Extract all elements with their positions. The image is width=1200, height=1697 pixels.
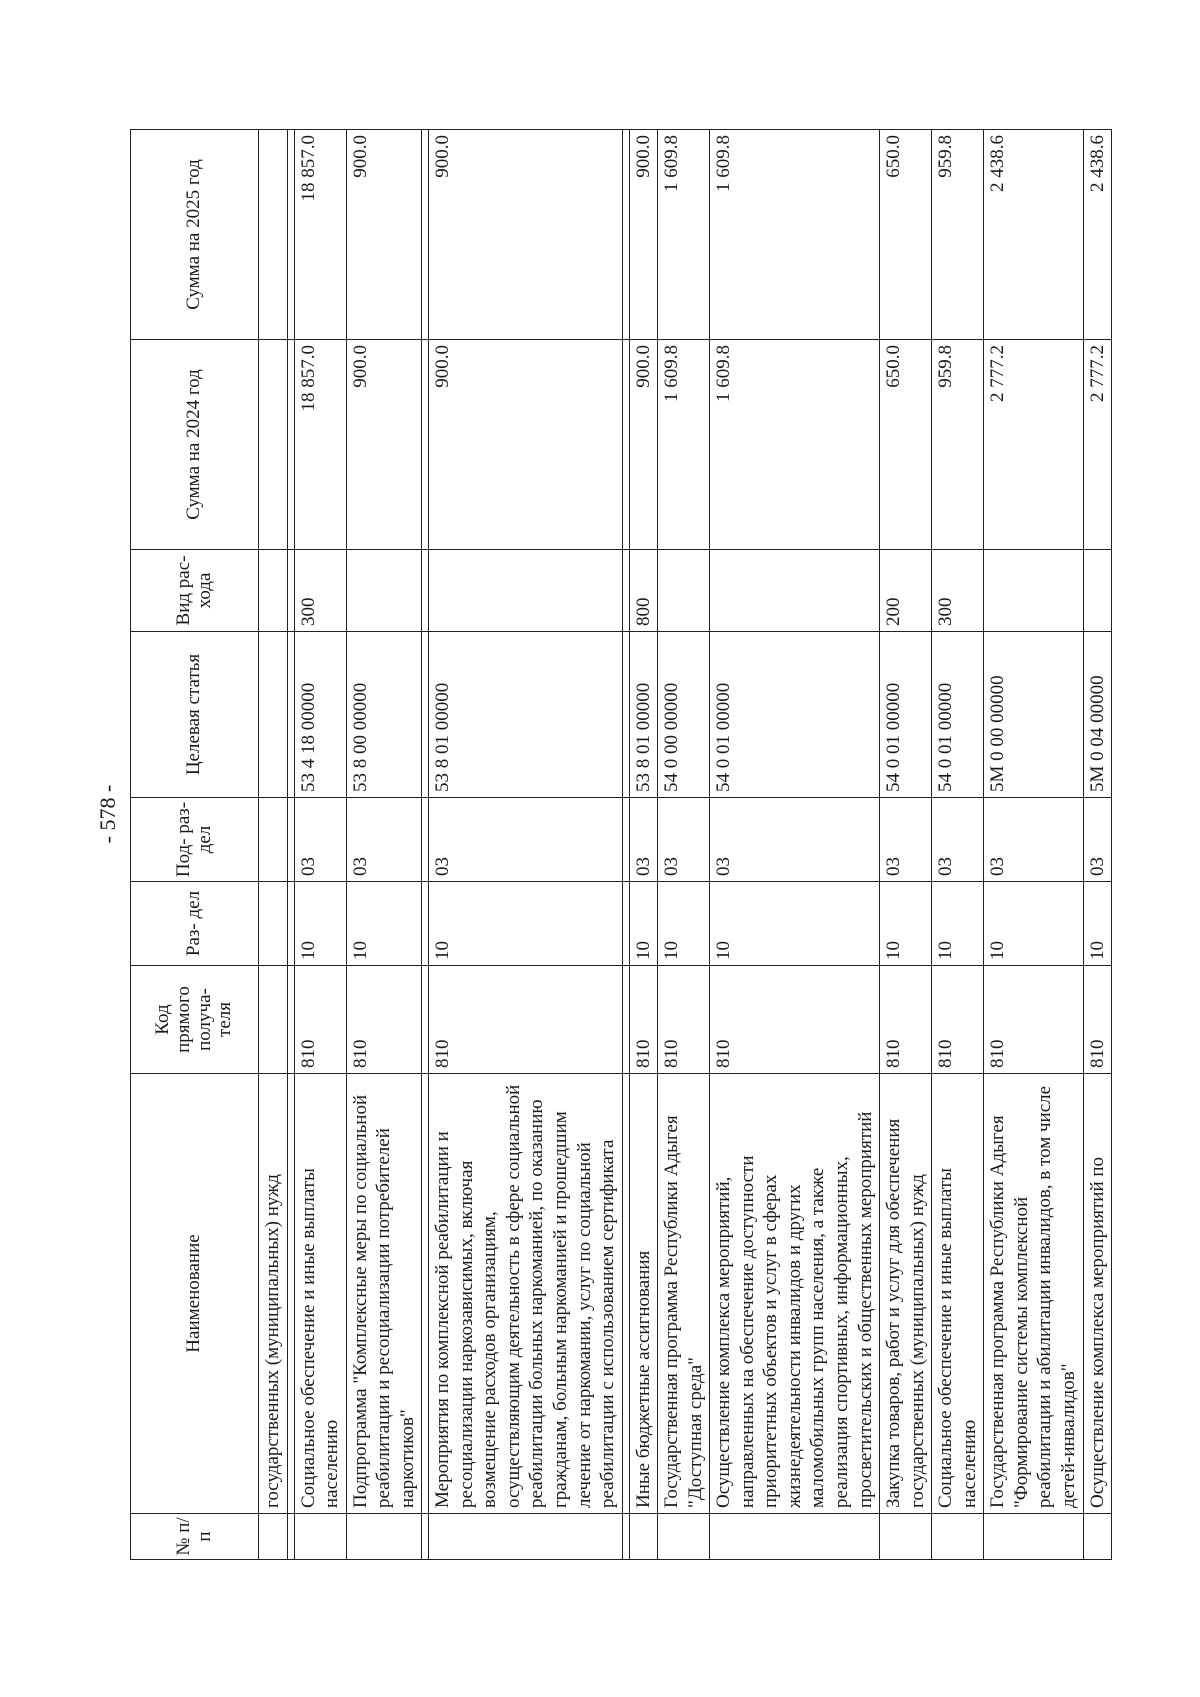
spacer-row [422,130,429,1560]
cell-num [658,1514,710,1560]
spacer-cell [622,966,629,1074]
cell-num [710,1514,880,1560]
spacer-cell [287,550,294,632]
spacer-cell [422,130,429,340]
cell-target: 53 8 01 00000 [429,632,622,798]
cell-section: 10 [880,882,932,966]
cell-target: 5М 0 00 00000 [984,632,1083,798]
table-body [259,130,1112,1560]
cell-num [429,1514,622,1560]
header-row [131,130,259,1560]
cell-target: 5М 0 04 00000 [1083,632,1112,798]
cell-num [259,1514,288,1560]
cell-sum2024: 650.0 [880,340,932,550]
cell-section: 10 [346,882,422,966]
cell-name: Осуществление комплекса мероприятий по [1083,1074,1112,1514]
header-name: Наименование [131,1074,259,1514]
spacer-cell [622,1074,629,1514]
spacer-cell [622,130,629,340]
spacer-cell [622,882,629,966]
table-row [880,130,932,1560]
cell-expense [429,550,622,632]
cell-sum2024: 900.0 [629,340,658,550]
cell-section: 10 [984,882,1083,966]
cell-expense [710,550,880,632]
cell-recipient: 810 [1083,966,1112,1074]
spacer-cell [622,550,629,632]
header-expense: Вид рас- хода [131,550,259,632]
spacer-cell [422,550,429,632]
cell-subsection: 03 [429,798,622,882]
cell-name: Подпрограмма "Комплексные меры по социальной реабилитации и ресоциализации потребителей наркотиков" [346,1074,422,1514]
cell-expense [259,550,288,632]
budget-table [130,129,1112,1560]
cell-subsection: 03 [346,798,422,882]
cell-sum2025: 2 438.6 [1083,130,1112,340]
spacer-cell [622,340,629,550]
cell-sum2025: 900.0 [629,130,658,340]
cell-sum2024: 900.0 [346,340,422,550]
table-row [932,130,984,1560]
table-row [259,130,288,1560]
cell-subsection: 03 [984,798,1083,882]
cell-expense [346,550,422,632]
spacer-cell [422,798,429,882]
cell-sum2024: 1 609.8 [658,340,710,550]
cell-subsection: 03 [294,798,346,882]
cell-sum2024: 18 857.0 [294,340,346,550]
cell-section: 10 [429,882,622,966]
cell-subsection: 03 [1083,798,1112,882]
cell-target [259,632,288,798]
cell-num [880,1514,932,1560]
cell-recipient: 810 [658,966,710,1074]
spacer-cell [287,1514,294,1560]
cell-section: 10 [1083,882,1112,966]
header-num: № п/п [131,1514,259,1560]
spacer-cell [287,130,294,340]
cell-target: 53 8 00 00000 [346,632,422,798]
cell-section: 10 [629,882,658,966]
cell-name: Мероприятия по комплексной реабилитации и ресоциализации наркозависимых, включая возмещение расходов организациям, осуществляющим деятельность в сфере социальной реабилитации больных наркоманией, по оказанию гражданам, больным наркоманией и прошедшим лечение от наркомании, услуг по социальной реабилитации с использованием сертификата [429,1074,622,1514]
page-number: - 578 - [95,784,120,844]
cell-target: 54 0 01 00000 [710,632,880,798]
cell-section: 10 [710,882,880,966]
cell-num [932,1514,984,1560]
cell-name: государственных (муниципальных) нужд [259,1074,288,1514]
spacer-cell [287,1074,294,1514]
cell-num [346,1514,422,1560]
cell-sum2024: 2 777.2 [984,340,1083,550]
cell-target: 54 0 01 00000 [880,632,932,798]
header-section: Раз- дел [131,882,259,966]
cell-target: 54 0 00 00000 [658,632,710,798]
cell-recipient: 810 [629,966,658,1074]
cell-recipient [259,966,288,1074]
cell-recipient: 810 [294,966,346,1074]
cell-sum2025: 1 609.8 [710,130,880,340]
header-sum2024: Сумма на 2024 год [131,340,259,550]
spacer-row [622,130,629,1560]
cell-sum2024 [259,340,288,550]
cell-sum2025: 900.0 [346,130,422,340]
cell-subsection: 03 [658,798,710,882]
header-recipient: Код прямого получа- теля [131,966,259,1074]
cell-name: Государственная программа Республики Адыгея "Доступная среда" [658,1074,710,1514]
cell-sum2024: 900.0 [429,340,622,550]
cell-recipient: 810 [932,966,984,1074]
cell-name: Социальное обеспечение и иные выплаты населению [932,1074,984,1514]
cell-num [1083,1514,1112,1560]
cell-recipient: 810 [346,966,422,1074]
table-row [658,130,710,1560]
cell-name: Социальное обеспечение и иные выплаты населению [294,1074,346,1514]
cell-sum2024: 1 609.8 [710,340,880,550]
cell-name: Закупка товаров, работ и услуг для обеспечения государственных (муниципальных) нужд [880,1074,932,1514]
cell-sum2025 [259,130,288,340]
cell-subsection: 03 [629,798,658,882]
cell-sum2025: 1 609.8 [658,130,710,340]
cell-name: Иные бюджетные ассигнования [629,1074,658,1514]
table-row [429,130,622,1560]
cell-expense [658,550,710,632]
cell-section [259,882,288,966]
cell-target: 53 4 18 00000 [294,632,346,798]
header-target: Целевая статья [131,632,259,798]
spacer-cell [422,882,429,966]
cell-section: 10 [294,882,346,966]
cell-sum2025: 900.0 [429,130,622,340]
cell-recipient: 810 [429,966,622,1074]
cell-name: Государственная программа Республики Адыгея "Формирование системы комплексной реабилитации и абилитации инвалидов, в том числе детей-инвалидов" [984,1074,1083,1514]
spacer-cell [422,966,429,1074]
cell-expense [1083,550,1112,632]
cell-target: 54 0 01 00000 [932,632,984,798]
spacer-cell [287,882,294,966]
spacer-cell [422,340,429,550]
spacer-cell [287,340,294,550]
cell-name: Осуществление комплекса мероприятий, направленных на обеспечение доступности приоритетных объектов и услуг в сферах жизнедеятельности инвалидов и других маломобильных групп населения, а также реализация спортивных, информационных, просветительских и общественных мероприятий [710,1074,880,1514]
cell-expense: 800 [629,550,658,632]
cell-num [984,1514,1083,1560]
cell-sum2025: 959.8 [932,130,984,340]
cell-sum2025: 2 438.6 [984,130,1083,340]
spacer-cell [287,798,294,882]
cell-expense: 300 [932,550,984,632]
table-row [294,130,346,1560]
cell-expense: 200 [880,550,932,632]
cell-section: 10 [658,882,710,966]
cell-sum2025: 650.0 [880,130,932,340]
spacer-cell [287,632,294,798]
cell-subsection: 03 [880,798,932,882]
cell-sum2024: 959.8 [932,340,984,550]
spacer-cell [622,1514,629,1560]
cell-recipient: 810 [880,966,932,1074]
cell-section: 10 [932,882,984,966]
spacer-cell [622,798,629,882]
cell-sum2024: 2 777.2 [1083,340,1112,550]
table-row [629,130,658,1560]
cell-expense [984,550,1083,632]
cell-subsection [259,798,288,882]
cell-expense: 300 [294,550,346,632]
table-row [1083,130,1112,1560]
table-row [710,130,880,1560]
spacer-cell [622,632,629,798]
spacer-row [287,130,294,1560]
spacer-cell [422,1074,429,1514]
cell-num [629,1514,658,1560]
spacer-cell [422,632,429,798]
header-sum2025: Сумма на 2025 год [131,130,259,340]
cell-sum2025: 18 857.0 [294,130,346,340]
cell-num [294,1514,346,1560]
table-row [346,130,422,1560]
cell-recipient: 810 [984,966,1083,1074]
cell-target: 53 8 01 00000 [629,632,658,798]
cell-subsection: 03 [710,798,880,882]
spacer-cell [422,1514,429,1560]
cell-recipient: 810 [710,966,880,1074]
cell-subsection: 03 [932,798,984,882]
header-subsection: Под- раз- дел [131,798,259,882]
spacer-cell [287,966,294,1074]
table-row [984,130,1083,1560]
rotated-table-container [130,130,1108,1560]
